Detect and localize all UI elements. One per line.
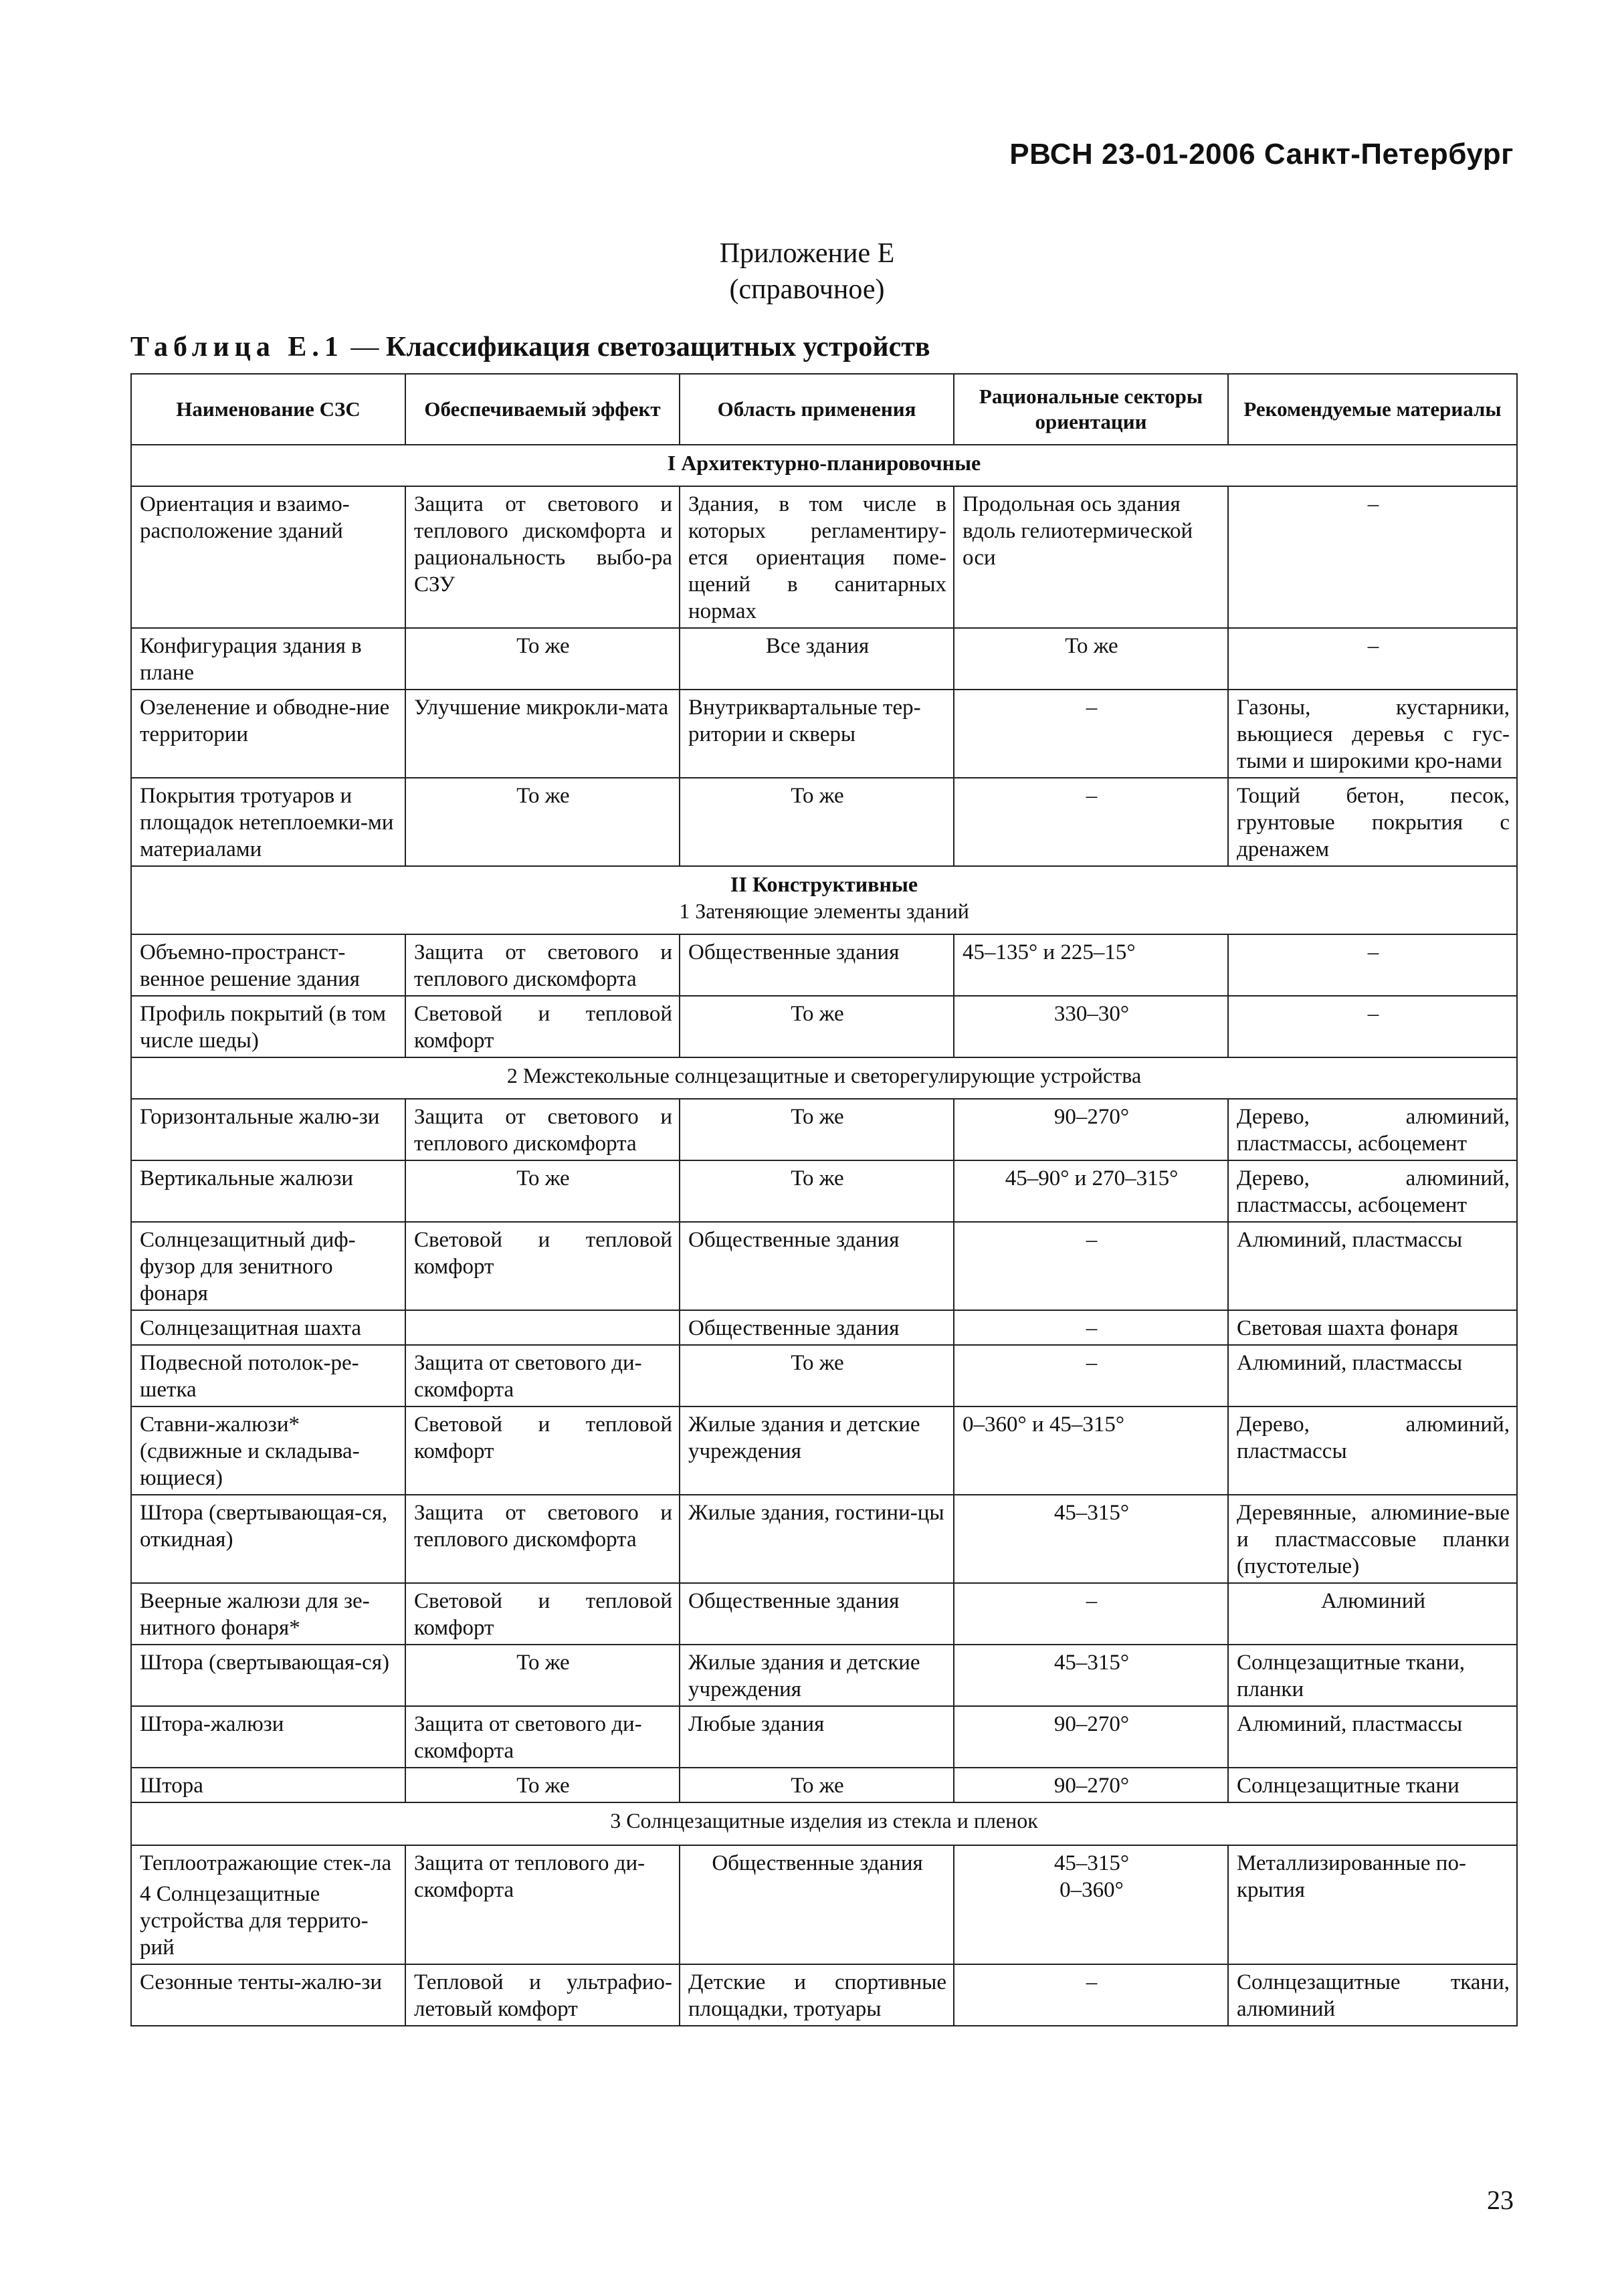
cell-materials: Алюминий, пластмассы (1228, 1345, 1517, 1406)
cell-materials: Солнцезащитные ткани, планки (1228, 1645, 1517, 1706)
cell-materials: Солнцезащитные ткани (1228, 1768, 1517, 1802)
table-row (131, 1845, 1517, 1964)
cell-materials: Дерево, алюминий, пластмассы, асбоцемент (1228, 1160, 1517, 1222)
cell-name: Штора (свертывающая-ся) (131, 1645, 405, 1706)
column-header: Область применения (680, 374, 954, 445)
cell-name (131, 1845, 405, 1964)
table-title: Классификация светозащитных устройств (385, 332, 930, 362)
cell-effect: Световой и тепловой комфорт (405, 1222, 680, 1310)
cell-application: Общественные здания (680, 1845, 954, 1964)
cell-name: Подвесной потолок-ре-шетка (131, 1345, 405, 1406)
table-row (131, 628, 1517, 690)
cell-materials: Световая шахта фонаря (1228, 1310, 1517, 1345)
section-subtitle: 1 Затеняющие элементы зданий (679, 899, 969, 923)
cell-application: Жилые здания, гостини-цы (680, 1495, 954, 1583)
cell-name: Штора (131, 1768, 405, 1802)
table-row (131, 1645, 1517, 1706)
table-caption (130, 331, 930, 363)
cell-application: Детские и спортивные площадки, тротуары (680, 1964, 954, 2026)
cell-effect: Световой и тепловой комфорт (405, 1406, 680, 1495)
cell-sectors (954, 1845, 1228, 1964)
cell-sectors: – (954, 1222, 1228, 1310)
cell-name: Конфигурация здания в плане (131, 628, 405, 690)
cell-sectors: – (954, 1583, 1228, 1645)
cell-application: То же (680, 1345, 954, 1406)
cell-name: Веерные жалюзи для зе-нитного фонаря* (131, 1583, 405, 1645)
cell-application: То же (680, 1099, 954, 1160)
table-row (131, 1964, 1517, 2026)
cell-sectors: 45–315° (954, 1645, 1228, 1706)
cell-application: То же (680, 1768, 954, 1802)
table-caption-dash: — (350, 332, 379, 362)
cell-name-line: Теплоотражающие стек-ла (140, 1851, 392, 1875)
cell-application: Все здания (680, 628, 954, 690)
table-row (131, 1099, 1517, 1160)
cell-effect: Защита от теплового ди-скомфорта (405, 1845, 680, 1964)
cell-effect (405, 1310, 680, 1345)
column-header: Наименование СЗС (131, 374, 405, 445)
cell-sectors-line: 45–315° (1053, 1851, 1130, 1875)
column-header: Обеспечиваемый эффект (405, 374, 680, 445)
section-title: 3 Солнцезащитные изделия из стекла и пленок (610, 1808, 1038, 1833)
cell-name: Солнцезащитный диф-фузор для зенитного фонаря (131, 1222, 405, 1310)
cell-sectors: – (954, 778, 1228, 866)
cell-sectors: – (954, 1310, 1228, 1345)
cell-effect: То же (405, 628, 680, 690)
table-row (131, 1406, 1517, 1495)
appendix-subtitle: (справочное) (729, 274, 885, 305)
cell-application: Внутриквартальные тер-ритории и скверы (680, 690, 954, 778)
cell-effect: Защита от светового и теплового дискомфорта (405, 934, 680, 996)
cell-sectors: 45–315° (954, 1495, 1228, 1583)
cell-sectors: – (954, 1964, 1228, 2026)
table-row (131, 1495, 1517, 1583)
cell-effect: То же (405, 778, 680, 866)
table-row (131, 1222, 1517, 1310)
cell-materials: Алюминий, пластмассы (1228, 1222, 1517, 1310)
cell-name: Профиль покрытий (в том числе шеды) (131, 996, 405, 1057)
section-title: I Архитектурно-планировочные (667, 451, 981, 475)
cell-sectors: – (954, 1345, 1228, 1406)
cell-name: Горизонтальные жалю-зи (131, 1099, 405, 1160)
cell-sectors: 0–360° и 45–315° (954, 1406, 1228, 1495)
cell-application: Общественные здания (680, 1583, 954, 1645)
classification-table (130, 373, 1518, 2026)
cell-application: Общественные здания (680, 1222, 954, 1310)
cell-materials: Металлизированные по-крытия (1228, 1845, 1517, 1964)
cell-application: Жилые здания и детские учреждения (680, 1645, 954, 1706)
table-row (131, 1583, 1517, 1645)
cell-sectors: – (954, 690, 1228, 778)
cell-name: Ориентация и взаимо-расположение зданий (131, 486, 405, 628)
appendix-heading (0, 235, 1614, 308)
table-row (131, 996, 1517, 1057)
cell-effect: Световой и тепловой комфорт (405, 996, 680, 1057)
cell-name: Покрытия тротуаров и площадок нетеплоемки-ми материалами (131, 778, 405, 866)
cell-sectors: 90–270° (954, 1768, 1228, 1802)
cell-application: Общественные здания (680, 1310, 954, 1345)
cell-sectors: То же (954, 628, 1228, 690)
cell-materials: Тощий бетон, песок, грунтовые покрытия с дренажем (1228, 778, 1517, 866)
cell-sectors: 330–30° (954, 996, 1228, 1057)
cell-materials: Алюминий, пластмассы (1228, 1706, 1517, 1768)
cell-effect: Защита от светового ди-скомфорта (405, 1345, 680, 1406)
section-title: 2 Межстекольные солнцезащитные и светорегулирующие устройства (506, 1063, 1142, 1087)
cell-effect: Тепловой и ультрафио-летовый комфорт (405, 1964, 680, 2026)
cell-sectors: 45–90° и 270–315° (954, 1160, 1228, 1222)
cell-materials: Деревянные, алюминие-вые и пластмассовые планки (пустотелые) (1228, 1495, 1517, 1583)
cell-application: То же (680, 1160, 954, 1222)
document-header: РВСН 23-01-2006 Санкт-Петербург (1009, 138, 1514, 171)
table-label: Таблица Е.1 (130, 332, 344, 362)
cell-materials: Алюминий (1228, 1583, 1517, 1645)
cell-name: Штора (свертывающая-ся, откидная) (131, 1495, 405, 1583)
section-row (131, 1802, 1517, 1845)
cell-effect: Защита от светового и теплового дискомфорта (405, 1495, 680, 1583)
table-row (131, 1345, 1517, 1406)
cell-effect: Защита от светового ди-скомфорта (405, 1706, 680, 1768)
cell-sectors: Продольная ось здания вдоль гелиотермической оси (954, 486, 1228, 628)
table-row (131, 486, 1517, 628)
cell-effect: Улучшение микрокли-мата (405, 690, 680, 778)
cell-application: Жилые здания и детские учреждения (680, 1406, 954, 1495)
cell-sectors: 90–270° (954, 1706, 1228, 1768)
section-row (131, 866, 1517, 934)
table-row (131, 934, 1517, 996)
cell-name-subsection: 4 Солнцезащитные устройства для террито-рий (140, 1882, 369, 1960)
cell-effect: Защита от светового и теплового дискомфорта и рациональность выбо-ра СЗУ (405, 486, 680, 628)
cell-sectors-line-2: 0–360° (1060, 1878, 1124, 1902)
cell-materials: Солнцезащитные ткани, алюминий (1228, 1964, 1517, 2026)
cell-materials: Дерево, алюминий, пластмассы, асбоцемент (1228, 1099, 1517, 1160)
section-row (131, 1057, 1517, 1099)
cell-name: Сезонные тенты-жалю-зи (131, 1964, 405, 2026)
cell-sectors: 90–270° (954, 1099, 1228, 1160)
cell-name: Объемно-пространст-венное решение здания (131, 934, 405, 996)
cell-application: Общественные здания (680, 934, 954, 996)
cell-name: Солнцезащитная шахта (131, 1310, 405, 1345)
page-number: 23 (1487, 2185, 1514, 2215)
cell-materials: – (1228, 628, 1517, 690)
section-row (131, 445, 1517, 486)
cell-effect: Защита от светового и теплового дискомфорта (405, 1099, 680, 1160)
cell-materials: Дерево, алюминий, пластмассы (1228, 1406, 1517, 1495)
cell-application: Здания, в том числе в которых регламентиру-ется ориентация поме-щений в санитарных нормах (680, 486, 954, 628)
cell-sectors: 45–135° и 225–15° (954, 934, 1228, 996)
cell-effect: То же (405, 1645, 680, 1706)
cell-name: Вертикальные жалюзи (131, 1160, 405, 1222)
cell-name: Озеленение и обводне-ние территории (131, 690, 405, 778)
cell-application: То же (680, 778, 954, 866)
cell-application: То же (680, 996, 954, 1057)
appendix-title: Приложение Е (719, 238, 895, 269)
column-header: Рациональные секторы ориентации (954, 374, 1228, 445)
column-header: Рекомендуемые материалы (1228, 374, 1517, 445)
table-row (131, 690, 1517, 778)
table-row (131, 1768, 1517, 1802)
table-row (131, 1706, 1517, 1768)
cell-effect: То же (405, 1160, 680, 1222)
table-row (131, 778, 1517, 866)
cell-materials: – (1228, 934, 1517, 996)
cell-materials: – (1228, 996, 1517, 1057)
cell-application: Любые здания (680, 1706, 954, 1768)
cell-effect: Световой и тепловой комфорт (405, 1583, 680, 1645)
section-title: II Конструктивные (730, 872, 918, 896)
cell-name: Штора-жалюзи (131, 1706, 405, 1768)
table-row (131, 1160, 1517, 1222)
cell-name: Ставни-жалюзи* (сдвижные и складыва-ющиеся) (131, 1406, 405, 1495)
table-header-row (131, 374, 1517, 445)
table-row (131, 1310, 1517, 1345)
cell-materials: Газоны, кустарники, вьющиеся деревья с гус-тыми и широкими кро-нами (1228, 690, 1517, 778)
cell-materials: – (1228, 486, 1517, 628)
cell-effect: То же (405, 1768, 680, 1802)
